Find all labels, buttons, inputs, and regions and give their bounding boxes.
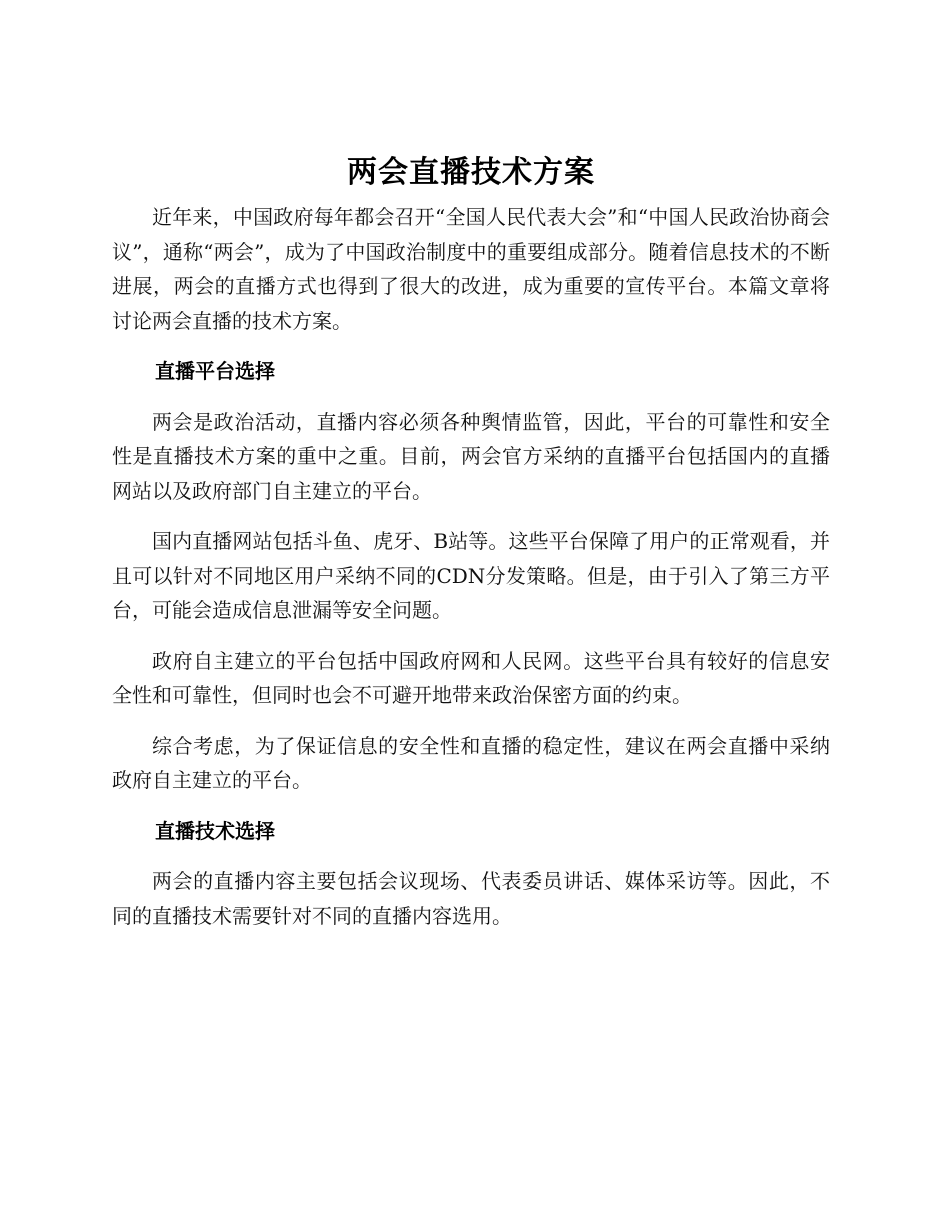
paragraph: 两会的直播内容主要包括会议现场、代表委员讲话、媒体采访等。因此，不同的直播技术需要针对不同的直播内容选用。 (112, 869, 830, 928)
paragraph: 综合考虑，为了保证信息的安全性和直播的稳定性，建议在两会直播中采纳政府自主建立的平台。 (112, 733, 830, 792)
intro-paragraph: 近年来，中国政府每年都会召开“全国人民代表大会”和“中国人民政治协商会议”，通称“两会”，成为了中国政治制度中的重要组成部分。随着信息技术的不断进展，两会的直播方式也得到了很大的改进，成为重要的宣传平台。本篇文章将讨论两会直播的技术方案。 (112, 205, 830, 333)
section-heading-platform: 直播平台选择 (155, 359, 275, 383)
paragraph: 两会是政治活动，直播内容必须各种舆情监管，因此，平台的可靠性和安全性是直播技术方案的重中之重。目前，两会官方采纳的直播平台包括国内的直播网站以及政府部门自主建立的平台。 (112, 409, 830, 503)
document-title: 两会直播技术方案 (347, 155, 595, 190)
paragraph: 政府自主建立的平台包括中国政府网和人民网。这些平台具有较好的信息安全性和可靠性，但同时也会不可避开地带来政治保密方面的约束。 (112, 648, 830, 707)
document-page (112, 150, 830, 949)
paragraph: 国内直播网站包括斗鱼、虎牙、B站等。这些平台保障了用户的正常观看，并且可以针对不同地区用户采纳不同的CDN分发策略。但是，由于引入了第三方平台，可能会造成信息泄漏等安全问题。 (112, 529, 830, 622)
section-heading-technology: 直播技术选择 (155, 818, 275, 843)
